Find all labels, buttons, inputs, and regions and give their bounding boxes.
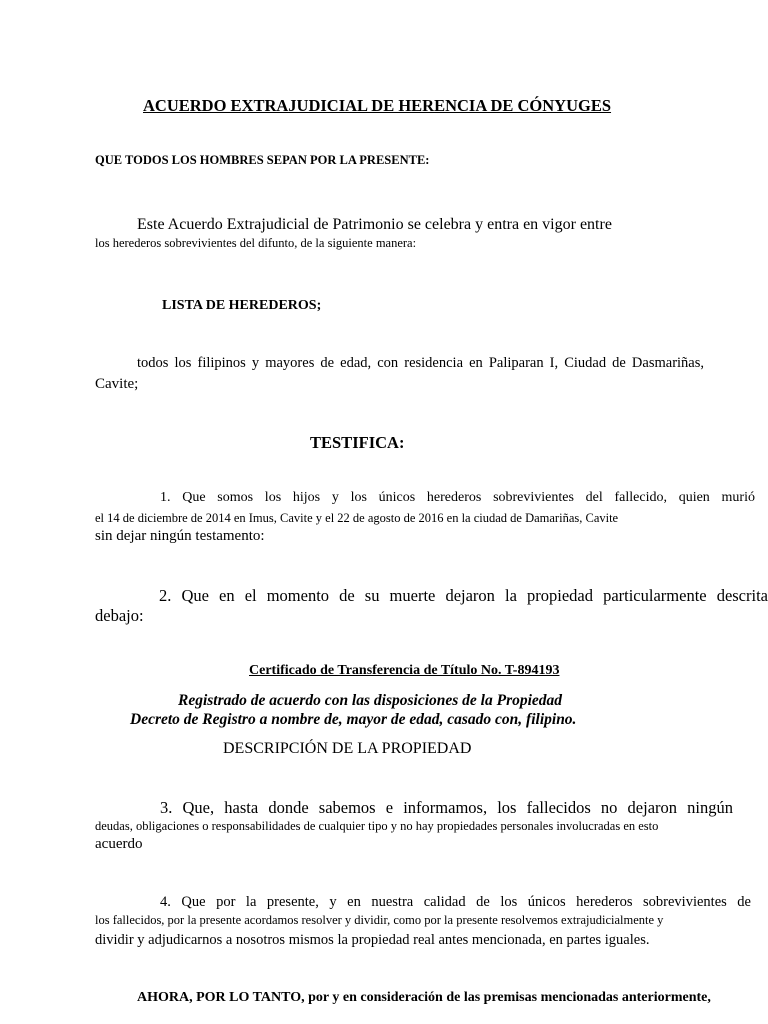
clause-1-line-3: sin dejar ningún testamento:	[95, 528, 265, 544]
registered-line-2: Decreto de Registro a nombre de, mayor de edad, casado con, filipino.	[130, 711, 577, 728]
heirs-heading: LISTA DE HEREDEROS;	[162, 298, 322, 313]
certificate-number: Certificado de Transferencia de Título No. T-894193	[249, 663, 560, 678]
clause-1-line-2: el 14 de diciembre de 2014 en Imus, Cavite y el 22 de agosto de 2016 en la ciudad de Damariñas, Cavite	[95, 511, 619, 525]
clause-3-line-3: acuerdo	[95, 836, 143, 852]
clause-4-line-1: 4. Que por la presente, y en nuestra calidad de los únicos herederos sobrevivientes de	[160, 894, 751, 910]
registered-line-1: Registrado de acuerdo con las disposiciones de la Propiedad	[178, 692, 563, 709]
property-description-heading: DESCRIPCIÓN DE LA PROPIEDAD	[223, 740, 472, 757]
clause-1-line-1: 1. Que somos los hijos y los únicos herederos sobrevivientes del fallecido, quien murió	[160, 490, 755, 505]
preamble: QUE TODOS LOS HOMBRES SEPAN POR LA PRESENTE:	[95, 153, 430, 167]
residence-line-2: Cavite;	[95, 376, 139, 392]
clause-4-line-3: dividir y adjudicarnos a nosotros mismos la propiedad real antes mencionada, en partes iguales.	[95, 932, 650, 948]
clause-3-line-2: deudas, obligaciones o responsabilidades de cualquier tipo y no hay propiedades personales involucradas en esto	[95, 819, 659, 833]
clause-4-line-2: los fallecidos, por la presente acordamos resolver y dividir, como por la presente resolvemos extrajudicialmente y	[95, 913, 664, 927]
document-title: ACUERDO EXTRAJUDICIAL DE HERENCIA DE CÓNYUGES	[143, 96, 612, 115]
intro-line-2: los herederos sobrevivientes del difunto, de la siguiente manera:	[95, 236, 417, 250]
testifies-heading: TESTIFICA:	[310, 433, 405, 452]
clause-2-line-1: 2. Que en el momento de su muerte dejaron la propiedad particularmente descrita	[159, 586, 768, 605]
clause-3-line-1: 3. Que, hasta donde sabemos e informamos, los fallecidos no dejaron ningún	[160, 798, 733, 817]
intro-line-1: Este Acuerdo Extrajudicial de Patrimonio se celebra y entra en vigor entre	[137, 216, 612, 233]
clause-2-line-2: debajo:	[95, 606, 144, 625]
closing-line: AHORA, POR LO TANTO, por y en consideración de las premisas mencionadas anteriormente,	[137, 990, 711, 1005]
residence-line-1: todos los filipinos y mayores de edad, con residencia en Paliparan I, Ciudad de Dasmariñas,	[137, 355, 704, 371]
